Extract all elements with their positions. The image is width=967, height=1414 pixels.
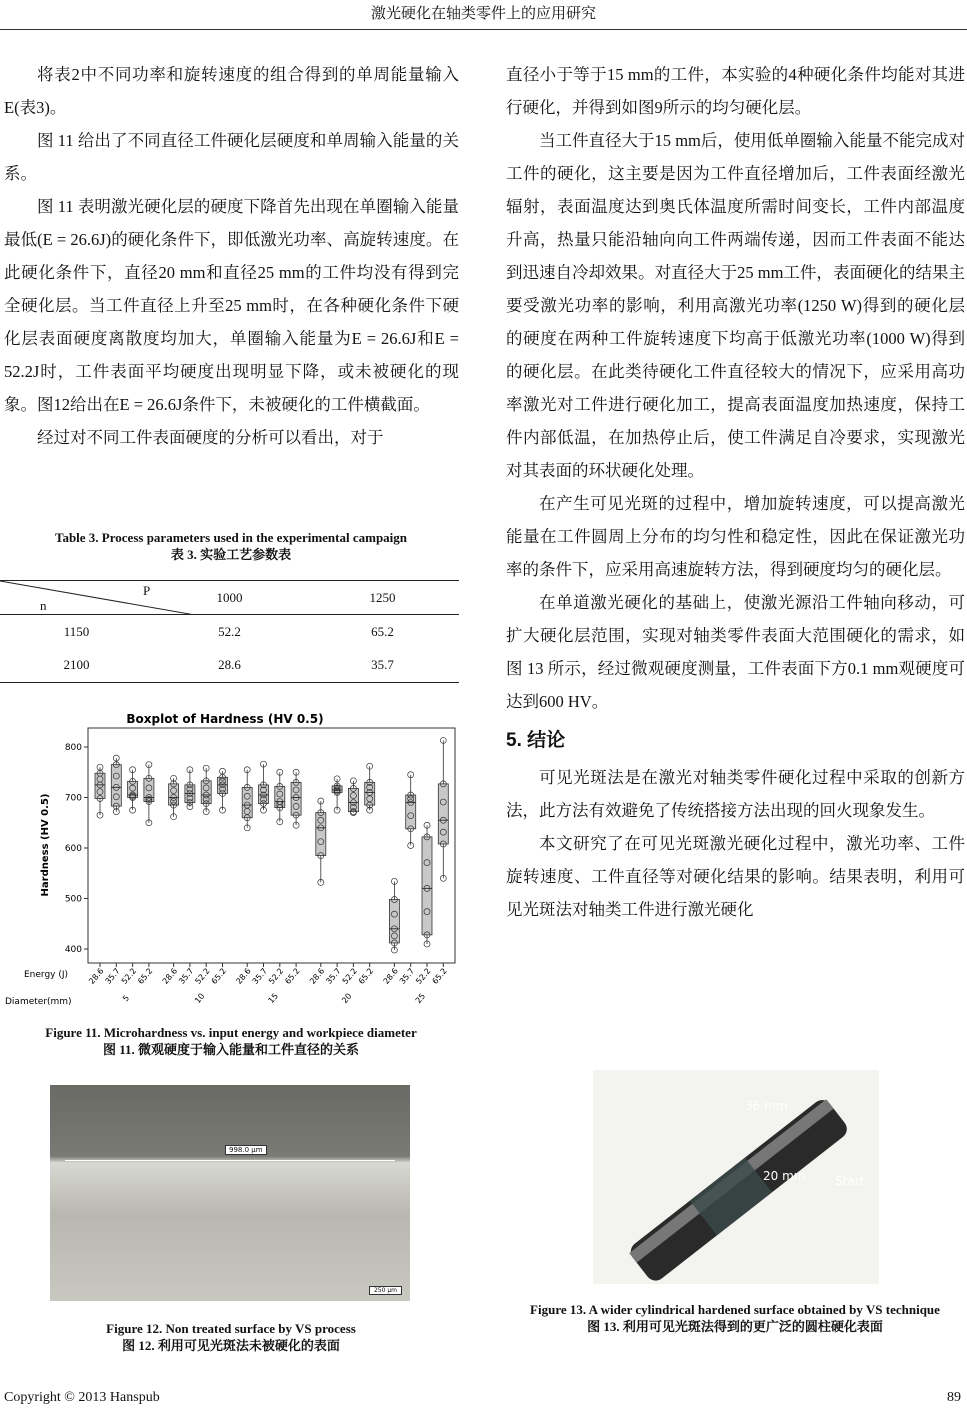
energy-tick-label: 52.2 <box>193 966 212 986</box>
box <box>406 795 416 829</box>
paragraph: 经过对不同工件表面硬度的分析可以看出，对于 <box>37 428 384 447</box>
energy-tick-label: 52.2 <box>340 966 359 986</box>
caption-en: Table 3. Process parameters used in the experimental campaign <box>54 530 408 545</box>
paragraph: 将表2中不同功率和旋转速度的组合得到的单周能量输入E(表3)。 <box>4 65 459 117</box>
energy-tick-label: 28.6 <box>381 966 400 986</box>
table-row <box>0 649 459 683</box>
box <box>316 813 326 856</box>
energy-tick-label: 52.2 <box>266 966 286 986</box>
col-header: 1250 <box>306 581 459 615</box>
plot-frame <box>88 728 455 963</box>
fig12-caption <box>0 1320 462 1354</box>
paragraph: 可见光斑法是在激光对轴类零件硬化过程中采取的创新方法，此方法有效避免了传统搭接方法出现的回火现象发生。 <box>506 768 965 820</box>
energy-tick-label: 52.2 <box>414 966 433 986</box>
caption-zh: 图 11. 微观硬度于输入能量和工件直径的关系 <box>102 1042 360 1057</box>
energy-tick-label: 35.7 <box>103 966 122 986</box>
measurement-line <box>65 1160 395 1161</box>
paragraph: 图 11 给出了不同直径工件硬化层硬度和单周输入能量的关系。 <box>4 131 459 183</box>
paragraph: 本文研究了在可见光斑激光硬化过程中，激光功率、工件旋转速度、工件直径等对硬化结果的影响。结果表明，利用可见光斑法对轴类工件进行激光硬化 <box>506 834 965 919</box>
box <box>348 788 358 811</box>
energy-tick-label: 65.2 <box>209 966 229 986</box>
energy-tick-label: 28.6 <box>87 966 106 986</box>
right-column <box>506 58 965 926</box>
cell: 35.7 <box>306 649 459 683</box>
energy-axis-label: Energy (J) <box>24 970 69 980</box>
diameter-tick-label: 20 <box>340 991 354 1006</box>
fig11-caption <box>0 1024 462 1058</box>
energy-tick-label: 35.7 <box>250 966 270 986</box>
energy-tick-label: 35.7 <box>324 966 343 986</box>
energy-tick-label: 35.7 <box>177 966 196 986</box>
running-header: 激光硬化在轴类零件上的应用研究 <box>370 6 596 22</box>
energy-tick-label: 65.2 <box>283 966 302 986</box>
paragraph: 直径小于等于15 mm的工件，本实验的4种硬化条件均能对其进行硬化，并得到如图9所示的均匀硬化层。 <box>506 65 965 117</box>
y-axis-label: Hardness (HV 0.5) <box>40 793 51 897</box>
paragraph: 图 11 表明激光硬化层的硬度下降首先出现在单圈输入能量最低(E = 26.6J)的硬化条件下，即低激光功率、高旋转速度。在此硬化条件下，直径20 mm和直径25 mm的工件均没有得到完全硬化层。当工件直径上升至25 mm时，在各种硬化条件下硬化层表面硬度离散度均加大，单圈输入能量为E = 26.6J和E = 52.2J时，工件表面平均硬度出现明显下降，或未被硬化的现象。图12给出在E = 26.6J条件下，未被硬化的工件横截面。 <box>4 197 459 414</box>
caption-zh: 图 12. 利用可见光斑法未被硬化的表面 <box>122 1338 340 1353</box>
box <box>144 778 154 801</box>
label-start: Start <box>835 1174 865 1188</box>
diameter-tick-label: 15 <box>266 991 281 1006</box>
fig13-caption <box>505 1301 965 1335</box>
box <box>422 837 432 935</box>
cell: 52.2 <box>218 623 241 639</box>
paragraph: 当工件直径大于15 mm后，使用低单圈输入能量不能完成对工件的硬化，这主要是因为工件直径增加后，工件表面经激光辐射，表面温度达到奥氏体温度所需时间变长，工件内部温度升高，热量只能沿轴向向工件两端传递，因而工件表面不能达到迅速自冷却效果。对直径大于25 mm工件，表面硬化的结果主要受激光功率的影响，利用高激光功率(1250 W)得到的硬化层的硬度在两种工件旋转速度下均高于低激光功率(1000 W)得到的硬化层。在此类待硬化工件直径较大的情况下，应采用高功率激光对工件进行硬化加工，提高表面温度加热速度，保持工件内部低温，在加热停止后，使工件满足自冷要求，实现激光对其表面的环状硬化处理。 <box>506 131 965 480</box>
table3 <box>0 580 459 683</box>
label-36mm: 36 mm <box>745 1099 788 1113</box>
scale-bar: 250 µm <box>369 1286 402 1295</box>
header-divider <box>0 29 967 30</box>
left-column <box>4 58 459 454</box>
energy-tick-label: 65.2 <box>356 966 376 986</box>
table3-caption <box>0 529 462 563</box>
energy-tick-label: 28.6 <box>234 966 253 986</box>
table-row <box>0 615 459 649</box>
energy-tick-label: 28.6 <box>160 966 180 986</box>
box <box>242 787 252 817</box>
copyright: Copyright © 2013 Hanspub <box>4 1390 160 1405</box>
fig13-photo <box>593 1070 879 1284</box>
paragraph: 在单道激光硬化的基础上，使激光源沿工件轴向移动，可扩大硬化层范围，实现对轴类零件表面大范围硬化的需求，如图 13 所示，经过微观硬度测量，工件表面下方0.1 mm观硬度可达到600 HV。 <box>506 593 965 711</box>
diameter-axis-label: Diameter(mm) <box>5 997 72 1007</box>
measurement-label: 998.0 µm <box>225 1145 267 1155</box>
diameter-tick-label: 5 <box>121 993 132 1004</box>
diameter-tick-label: 10 <box>192 991 207 1006</box>
diameter-tick-label: 25 <box>413 991 428 1006</box>
fig12-micrograph <box>50 1085 410 1301</box>
y-tick-label: 800 <box>64 743 82 753</box>
page-number: 89 <box>947 1390 961 1405</box>
y-tick-label: 600 <box>64 844 82 854</box>
box <box>389 900 399 943</box>
energy-tick-label: 35.7 <box>397 966 417 986</box>
energy-tick-label: 65.2 <box>430 966 449 986</box>
caption-zh: 图 13. 利用可见光斑法得到的更广泛的圆柱硬化表面 <box>587 1319 883 1334</box>
corner-row-label: n <box>40 598 47 613</box>
cell: 65.2 <box>371 623 394 639</box>
box <box>218 777 228 793</box>
col-header: 1000 <box>153 581 306 615</box>
corner-cell <box>0 581 153 615</box>
energy-tick-label: 65.2 <box>136 966 155 986</box>
hardness-boxplot <box>0 705 470 1015</box>
y-tick-label: 700 <box>64 793 82 804</box>
label-20mm: 20 mm <box>763 1169 806 1183</box>
row-header: 2100 <box>0 649 153 683</box>
energy-tick-label: 28.6 <box>307 966 327 986</box>
energy-tick-label: 52.2 <box>119 966 139 986</box>
y-tick-label: 400 <box>64 945 82 955</box>
paragraph: 在产生可见光斑的过程中，增加旋转速度，可以提高激光能量在工件圆周上分布的均匀性和稳定性，因此在保证激光功率的条件下，应采用高速旋转方法，得到硬度均匀的硬化层。 <box>506 494 965 579</box>
row-header: 1150 <box>63 623 90 639</box>
caption-zh: 表 3. 实验工艺参数表 <box>170 547 292 562</box>
y-tick-label: 500 <box>64 894 82 905</box>
chart-title: Boxplot of Hardness (HV 0.5) <box>126 712 324 726</box>
caption-en: Figure 11. Microhardness vs. input energy and workpiece diameter <box>45 1025 417 1040</box>
caption-en: Figure 13. A wider cylindrical hardened surface obtained by VS technique <box>530 1302 940 1317</box>
caption-en: Figure 12. Non treated surface by VS process <box>106 1321 356 1336</box>
section-heading: 5. 结论 <box>506 730 566 751</box>
cell: 28.6 <box>153 649 306 683</box>
corner-col-label: P <box>143 583 151 598</box>
